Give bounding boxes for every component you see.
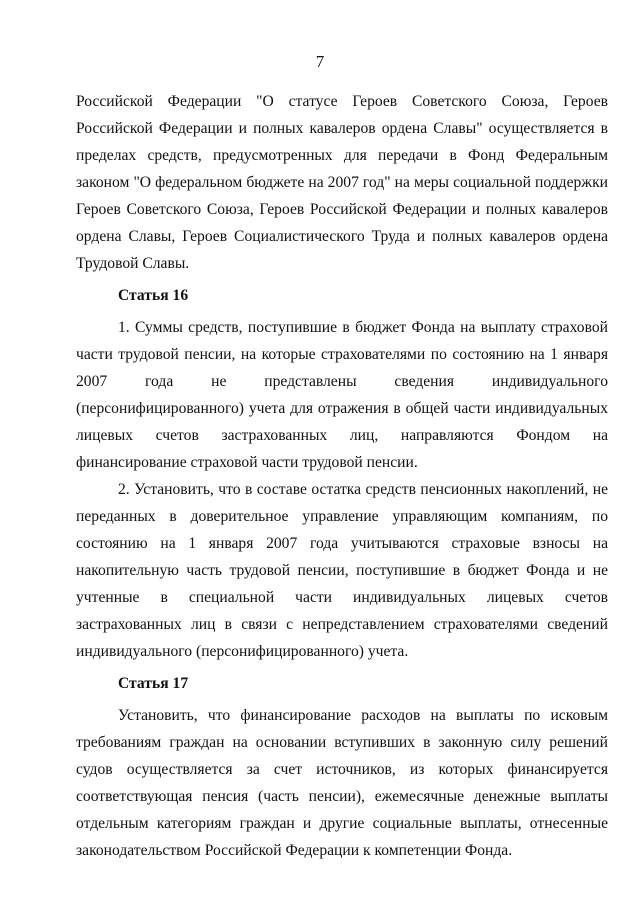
document-body <box>76 88 608 864</box>
article-16-paragraph-2: 2. Установить, что в составе остатка средств пенсионных накоплений, не переданных в доверительное управление управляющим компаниям, по состоянию на 1 января 2007 года учитываются страховые взносы на накопительную часть трудовой пенсии, поступившие в бюджет Фонда и не учтенные в специальной части индивидуальных лицевых счетов застрахованных лиц в связи с непредставлением страхователями сведений индивидуального (персонифицированного) учета. <box>76 481 608 660</box>
article-17-heading: Статья 17 <box>118 675 189 692</box>
article-16-paragraph-1: 1. Суммы средств, поступившие в бюджет Фонда на выплату страховой части трудовой пенсии, на которые страхователями по состоянию на 1 января 2007 года не представлены сведения индивидуального (персонифицированного) учета для отражения в общей части индивидуальных лицевых счетов застрахованных лиц, направляются Фондом на финансирование страховой части трудовой пенсии. <box>76 319 608 471</box>
article-16-heading: Статья 16 <box>118 287 189 304</box>
article-17-paragraph-1: Установить, что финансирование расходов на выплаты по исковым требованиям граждан на основании вступивших в законную силу решений судов осуществляется за счет источников, из которых финансируется соответствующая пенсия (часть пенсии), ежемесячные денежные выплаты отдельным категориям граждан и другие социальные выплаты, отнесенные законодательством Российской Федерации к компетенции Фонда. <box>76 707 608 859</box>
page-number: 7 <box>315 52 325 71</box>
continuation-paragraph: Российской Федерации "О статусе Героев Советского Союза, Героев Российской Федерации и полных кавалеров ордена Славы" осуществляется в пределах средств, предусмотренных для передачи в Фонд Федеральным законом "О федеральном бюджете на 2007 год" на меры социальной поддержки Героев Советского Союза, Героев Российской Федерации и полных кавалеров ордена Славы, Героев Социалистического Труда и полных кавалеров ордена Трудовой Славы. <box>76 93 608 272</box>
